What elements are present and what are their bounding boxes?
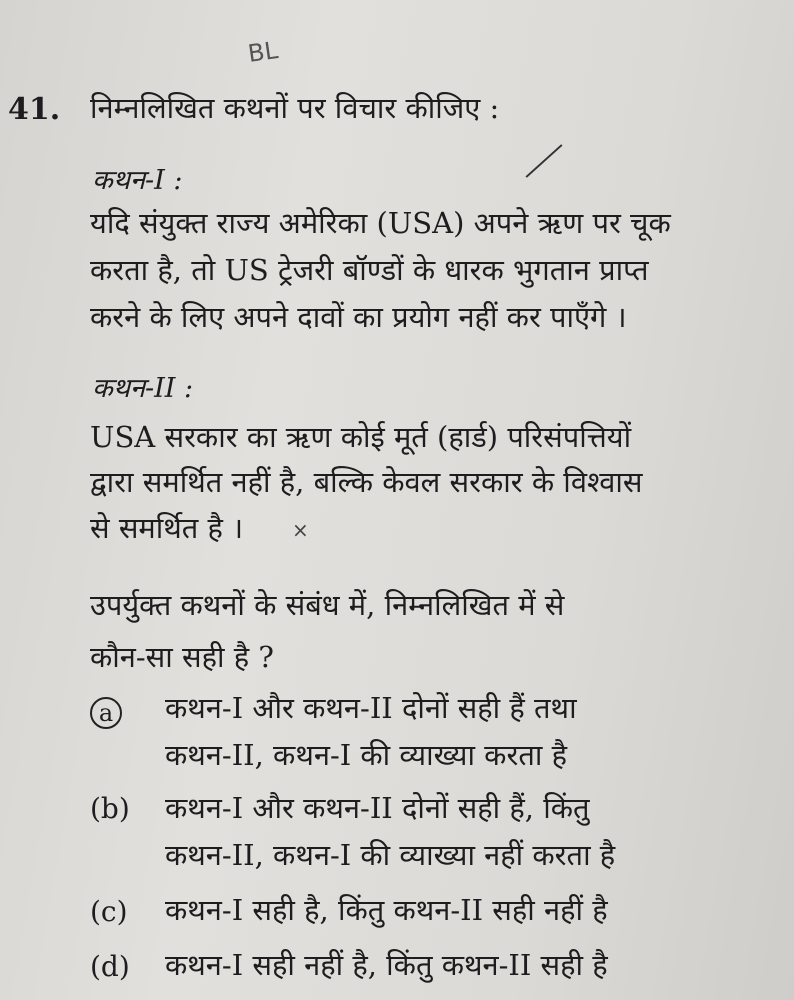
statement2-heading: कथन-II : xyxy=(92,373,194,404)
question-number: 41. xyxy=(8,92,61,127)
option-d-text[interactable]: कथन-I सही नहीं है, किंतु कथन-II सही है xyxy=(165,948,608,982)
ask-line: कौन-सा सही है ? xyxy=(90,640,274,674)
statement1-heading: कथन-I : xyxy=(92,165,183,196)
option-b-text[interactable]: कथन-II, कथन-I की व्याख्या नहीं करता है xyxy=(165,838,616,872)
statement2-line: USA सरकार का ऋण कोई मूर्त (हार्ड) परिसंपत्तियों xyxy=(90,420,632,454)
option-a-text[interactable]: कथन-II, कथन-I की व्याख्या करता है xyxy=(165,738,567,772)
question-prompt: निम्नलिखित कथनों पर विचार कीजिए : xyxy=(90,91,500,125)
option-d-label[interactable]: (d) xyxy=(90,950,130,983)
option-b-label[interactable]: (b) xyxy=(90,792,130,825)
option-c-text[interactable]: कथन-I सही है, किंतु कथन-II सही नहीं है xyxy=(165,893,608,927)
statement1-line: यदि संयुक्त राज्य अमेरिका (USA) अपने ऋण पर चूक xyxy=(90,206,671,240)
pen-tick: × xyxy=(292,518,309,542)
statement2-line: द्वारा समर्थित नहीं है, बल्कि केवल सरकार के विश्वास xyxy=(90,465,643,499)
option-b-text[interactable]: कथन-I और कथन-II दोनों सही हैं, किंतु xyxy=(165,791,590,825)
option-c-label[interactable]: (c) xyxy=(90,895,128,928)
statement2-line: से समर्थित है । xyxy=(90,511,244,545)
statement1-line: करने के लिए अपने दावों का प्रयोग नहीं कर पाएँगे । xyxy=(90,300,627,334)
margin-annotation: BL xyxy=(246,36,280,68)
pen-stroke xyxy=(525,144,562,178)
ask-line: उपर्युक्त कथनों के संबंध में, निम्नलिखित में से xyxy=(90,588,565,622)
option-a-label[interactable]: a xyxy=(90,697,122,729)
option-a-text[interactable]: कथन-I और कथन-II दोनों सही हैं तथा xyxy=(165,691,577,725)
statement1-line: करता है, तो US ट्रेजरी बॉण्डों के धारक भुगतान प्राप्त xyxy=(90,253,649,287)
